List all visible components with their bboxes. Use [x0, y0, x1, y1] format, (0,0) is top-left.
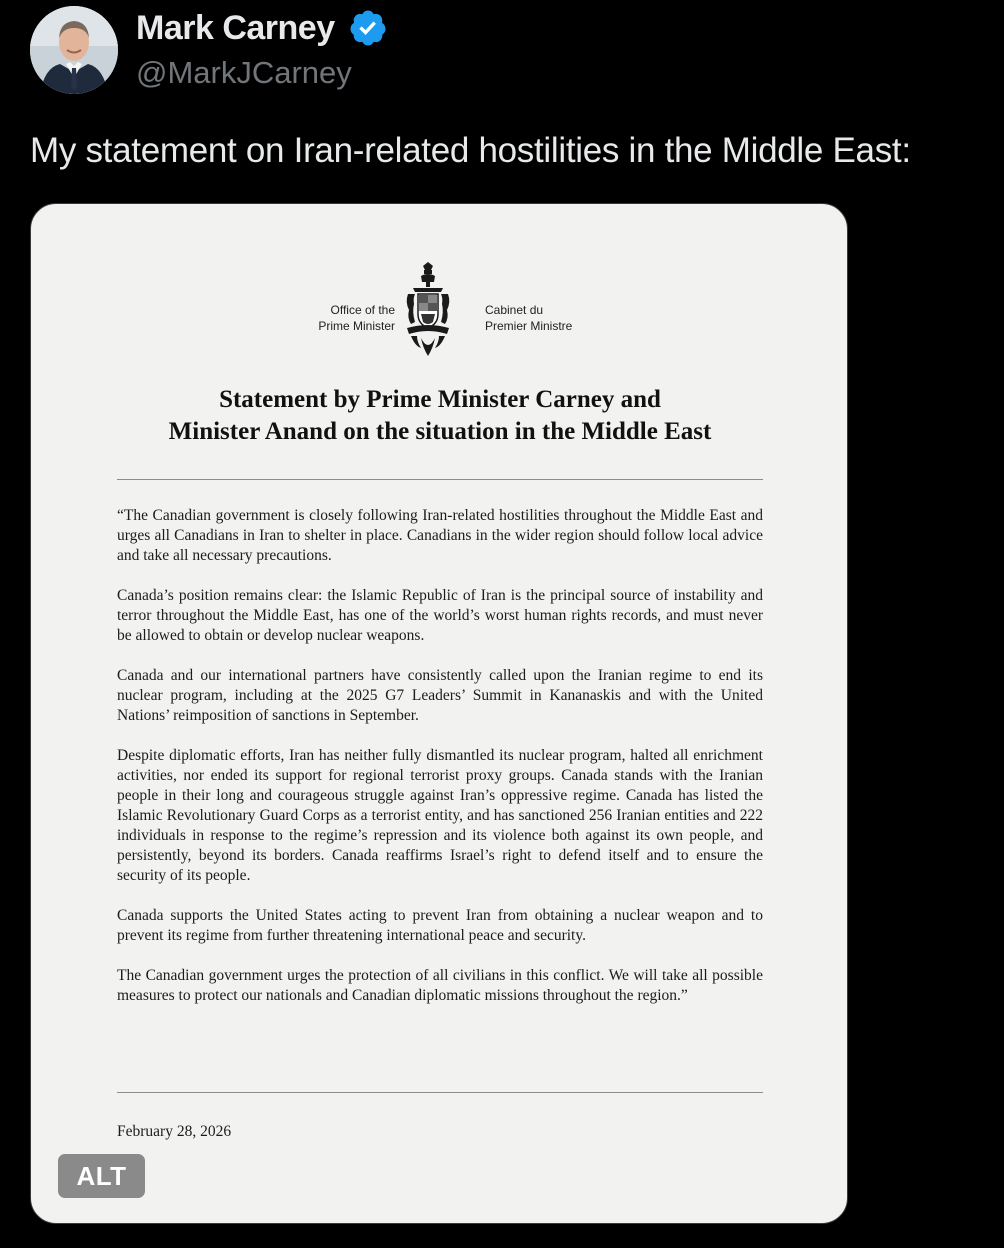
- handle[interactable]: @MarkJCarney: [136, 55, 352, 90]
- document-title-line1: Statement by Prime Minister Carney and: [219, 386, 661, 413]
- alt-text-button[interactable]: ALT: [58, 1154, 145, 1198]
- avatar[interactable]: [30, 6, 118, 94]
- paragraph: The Canadian government urges the protection of all civilians in this conflict. We will take all possible measures to protect our nationals and Canadian diplomatic missions throughout the region.”: [117, 967, 763, 1004]
- statement-document: [31, 204, 848, 1224]
- office-en-line1: Office of the: [330, 303, 395, 317]
- coat-of-arms-icon: [403, 262, 453, 358]
- statement-body: [117, 506, 763, 1026]
- office-fr-line2: Premier Ministre: [485, 319, 573, 333]
- media-image[interactable]: [30, 203, 848, 1224]
- tweet-text: My statement on Iran-related hostilities in the Middle East:: [30, 131, 911, 170]
- profile-photo: [30, 6, 118, 94]
- paragraph: Canada supports the United States acting to prevent Iran from obtaining a nuclear weapon and to prevent its regime from further threatening international peace and security.: [117, 907, 763, 944]
- document-title-line2: Minister Anand on the situation in the Middle East: [168, 418, 712, 445]
- document-title: [91, 384, 789, 448]
- office-fr-line1: Cabinet du: [485, 303, 544, 317]
- top-divider: [117, 479, 763, 480]
- paragraph: Canada and our international partners have consistently called upon the Iranian regime to end its nuclear program, including at the 2025 G7 Leaders’ Summit in Kananaskis and with the United Nations’ reimposition of sanctions in September.: [117, 667, 763, 724]
- office-name-french: [485, 302, 645, 334]
- statement-date: February 28, 2026: [117, 1123, 232, 1140]
- paragraph: Despite diplomatic efforts, Iran has neither fully dismantled its nuclear program, halted all enrichment activities, nor ended its support for regional terrorist proxy groups. Canada stands with the Iranian people in their long and courageous struggle against Iran’s oppressive regime. Canada has listed the Islamic Revolutionary Guard Corps as a terrorist entity, and has sanctioned 256 Iranian entities and 222 individuals in response to the regime’s repression and its violence both against its own people, and persistently, beyond its borders. Canada reaffirms Israel’s right to defend itself and to ensure the security of its people.: [117, 747, 763, 884]
- display-name[interactable]: Mark Carney: [136, 9, 335, 47]
- office-en-line2: Prime Minister: [318, 319, 395, 333]
- office-name-english: [235, 302, 395, 334]
- bottom-divider: [117, 1092, 763, 1093]
- verified-badge-icon: [348, 8, 388, 48]
- paragraph: Canada’s position remains clear: the Islamic Republic of Iran is the principal source of instability and terror throughout the Middle East, has one of the world’s worst human rights records, and must never be allowed to obtain or develop nuclear weapons.: [117, 587, 763, 644]
- paragraph: “The Canadian government is closely following Iran-related hostilities throughout the Middle East and urges all Canadians in Iran to shelter in place. Canadians in the wider region should follow local advice and take all necessary precautions.: [117, 507, 763, 564]
